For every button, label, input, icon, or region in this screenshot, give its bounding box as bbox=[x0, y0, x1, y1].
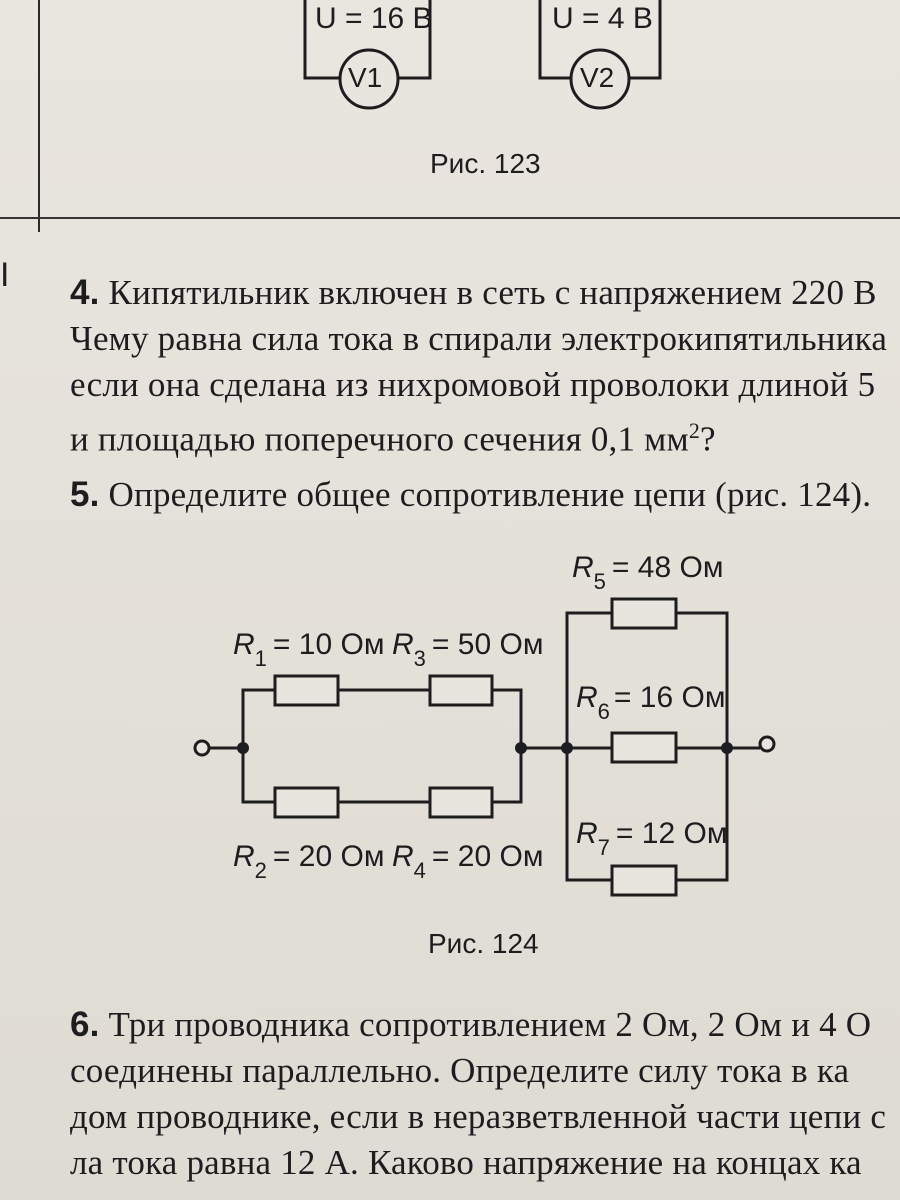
resistor-r5 bbox=[612, 599, 676, 628]
v1-label: V1 bbox=[348, 62, 383, 93]
problem-6 bbox=[70, 1002, 900, 1186]
label-r4 bbox=[392, 840, 543, 883]
problem-6-number: 6. bbox=[70, 1005, 100, 1044]
r6-subscript: 6 bbox=[597, 699, 610, 724]
r5-symbol: R bbox=[572, 551, 594, 584]
r2-subscript: 2 bbox=[254, 858, 267, 883]
label-r6 bbox=[576, 681, 725, 724]
problem-6-line-1: Три проводника сопротивлением 2 Ом, 2 Ом и 4 О bbox=[108, 1005, 872, 1044]
r6-symbol: R bbox=[576, 681, 598, 714]
r2-value: = 20 Ом bbox=[272, 840, 385, 873]
r5-subscript: 5 bbox=[593, 569, 606, 594]
r7-symbol: R bbox=[576, 817, 598, 850]
problem-4-line-4: и площадью поперечного сечения 0,1 мм bbox=[70, 419, 689, 459]
problem-5-text: Определите общее сопротивление цепи (рис. 124). bbox=[108, 475, 872, 514]
r4-subscript: 4 bbox=[413, 858, 426, 883]
figure-123-caption: Рис. 123 bbox=[430, 148, 541, 179]
r1-value: = 10 Ом bbox=[272, 628, 385, 661]
problem-4-superscript: 2 bbox=[688, 418, 701, 443]
problem-4-question-mark: ? bbox=[700, 419, 716, 459]
problem-6-line-4: ла тока равна 12 А. Каково напряжение на концах ка bbox=[70, 1143, 862, 1182]
r5-value: = 48 Ом bbox=[611, 551, 724, 584]
r4-value: = 20 Ом bbox=[431, 840, 544, 873]
problem-5-number: 5. bbox=[70, 475, 100, 514]
v2-reading: U = 4 В bbox=[552, 2, 653, 35]
resistor-r3 bbox=[430, 676, 492, 705]
terminal-right bbox=[760, 737, 774, 751]
r1-subscript: 1 bbox=[254, 646, 267, 671]
resistor-r2 bbox=[275, 788, 338, 817]
label-r2 bbox=[233, 840, 384, 883]
problem-6-line-2: соединены параллельно. Определите силу тока в ка bbox=[70, 1051, 850, 1090]
problem-6-line-3: дом проводнике, если в неразветвленной части цепи с bbox=[70, 1097, 887, 1136]
r7-value: = 12 Ом bbox=[615, 817, 728, 850]
resistor-r7 bbox=[612, 866, 676, 895]
problem-4-number: 4. bbox=[70, 273, 100, 312]
r7-subscript: 7 bbox=[597, 835, 610, 860]
v1-reading: U = 16 В bbox=[315, 2, 433, 35]
problem-4-line-3: если она сделана из нихромовой проволоки длиной 5 bbox=[70, 365, 876, 404]
problem-4-line-2: Чему равна сила тока в спирали электрокипятильника bbox=[70, 319, 888, 358]
r6-value: = 16 Ом bbox=[613, 681, 726, 714]
terminal-left bbox=[195, 741, 209, 755]
label-r3 bbox=[392, 628, 543, 671]
label-r5 bbox=[572, 551, 723, 594]
v2-label: V2 bbox=[580, 62, 615, 93]
label-r7 bbox=[576, 817, 727, 860]
wire-r7-branch bbox=[567, 748, 727, 880]
r4-symbol: R bbox=[392, 840, 414, 873]
r3-subscript: 3 bbox=[413, 646, 426, 671]
r3-symbol: R bbox=[392, 628, 414, 661]
resistor-r6 bbox=[612, 733, 676, 762]
label-r1 bbox=[233, 628, 384, 671]
margin-mark: I bbox=[0, 256, 10, 294]
figure-124-caption: Рис. 124 bbox=[428, 928, 539, 959]
problem-4-line-1: Кипятильник включен в сеть с напряжением 220 В bbox=[108, 273, 877, 312]
resistor-r4 bbox=[430, 788, 492, 817]
r2-symbol: R bbox=[233, 840, 255, 873]
r3-value: = 50 Ом bbox=[431, 628, 544, 661]
r1-symbol: R bbox=[233, 628, 255, 661]
resistor-r1 bbox=[275, 676, 338, 705]
